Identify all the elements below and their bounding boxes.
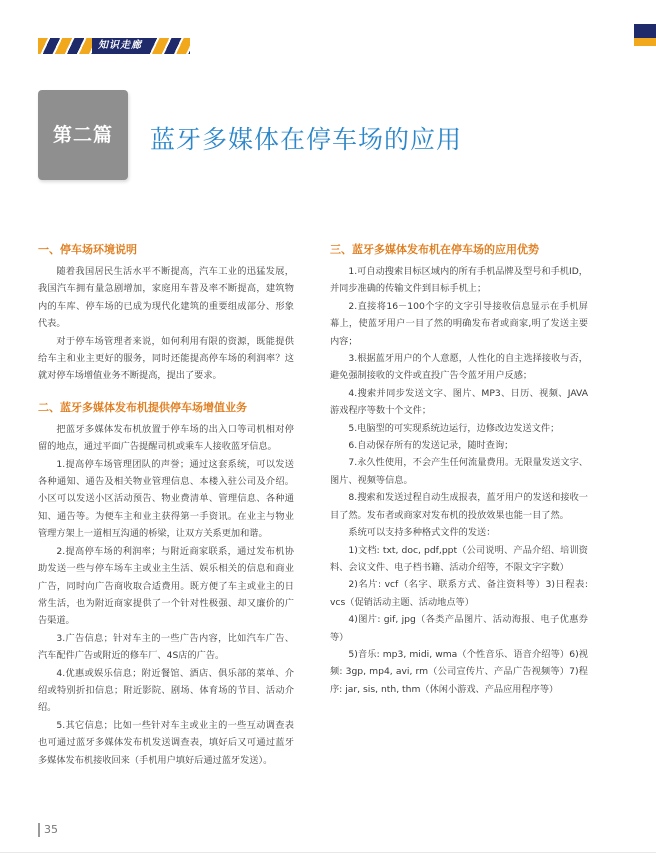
paragraph: 3.广告信息；针对车主的一些广告内容，比如汽车广告、汽车配件广告或附近的修车厂、4S店的广告。 [38, 632, 294, 662]
paragraph: 2)名片: vcf（名字、联系方式、备注资料等）3)日程表: vcs（促销活动主题、活动地点等） [330, 579, 588, 608]
paragraph: 5)音乐: mp3, midi, wma（个性音乐、语音介绍等）6)视频: 3gp, mp4, avi, rm（公司宣传片、产品广告视频等）7)程序: jar, sis, nth, thm（休闲小游戏、产品应用程序等） [330, 648, 588, 695]
section-3-heading: 三、蓝牙多媒体发布机在停车场的应用优势 [330, 243, 539, 256]
paragraph: 系统可以支持多种格式文件的发送： [348, 527, 496, 539]
paragraph: 随着我国居民生活水平不断提高，汽车工业的迅猛发展，我国汽车拥有量急剧增加，家庭用车普及率不断提高，建筑物内的车库、停车场的已成为现代化建筑的重要组成部分、形象代表。 [38, 266, 294, 330]
paragraph: 8.搜索和发送过程自动生成报表，蓝牙用户的发送和接收一目了然。发布者或商家对发布机的投放效果也能一目了然。 [330, 492, 588, 521]
page-number-text: 35 [44, 823, 58, 836]
paragraph: 5.其它信息；比如一些针对车主或业主的一些互动调查表也可通过蓝牙多媒体发布机发送调查表，填好后又可通过蓝牙多媒体发布机接收回来（手机用户填好后通过蓝牙发送）。 [38, 719, 294, 766]
right-column [330, 240, 588, 698]
section-header-band [38, 38, 190, 54]
paragraph: 5.电脑型的可实现系统边运行，边修改边发送文件； [348, 422, 560, 434]
paragraph: 4.搜索并同步发送文字、图片、MP3、日历、视频、JAVA游戏程序等数十个文件； [330, 387, 588, 417]
paragraph: 4.优惠或娱乐信息；附近餐馆、酒店、俱乐部的菜单、介绍或特别折扣信息；附近影院、剧场、体育场的节目、活动介绍。 [38, 667, 294, 714]
corner-tab-navy [634, 24, 656, 38]
chapter-title: 蓝牙多媒体在停车场的应用 [150, 125, 463, 154]
paragraph: 2.直接将16－100个字的文字引导接收信息显示在手机屏幕上，使蓝牙用户一目了然的明确发布者或商家,明了发送主要内容； [330, 300, 588, 347]
paragraph: 对于停车场管理者来说，如何利用有限的资源，既能提供给车主和业主更好的服务，同时还能提高停车场的利润率？这就对停车场增值业务不断提高，提出了要求。 [38, 335, 294, 382]
paragraph: 6.自动保存所有的发送记录，随时查询； [348, 440, 514, 452]
paragraph: 7.永久性使用，不会产生任何流量费用。无限量发送文字、图片、视频等信息。 [330, 457, 588, 486]
section-2-heading: 二、蓝牙多媒体发布机提供停车场增值业务 [38, 400, 247, 414]
left-column [38, 240, 294, 769]
paragraph: 1)文档: txt, doc, pdf,ppt（公司说明、产品介绍、培训资料、会议文件、电子档书籍、活动介绍等，不限文字字数） [330, 544, 588, 573]
bottom-rule [0, 852, 656, 853]
page-number-bar [38, 823, 40, 837]
section-label: 知识走廊 [92, 38, 148, 54]
section-1-heading: 一、停车场环境说明 [38, 243, 137, 256]
paragraph: 2.提高停车场的利润率；与附近商家联系，通过发布机协助发送一些与停车场车主或业主生活、娱乐相关的信息和商业广告，同时向广告商收取合适费用。既方便了车主或业主的日常生活，也为附近商家提供了一个针对性极强、却又廉价的广告渠道。 [38, 545, 294, 627]
paragraph: 把蓝牙多媒体发布机放置于停车场的出入口等司机相对停留的地点，通过平面广告提醒司机或乘车人接收蓝牙信息。 [38, 423, 294, 453]
corner-tab-gold [634, 38, 656, 46]
paragraph: 4)图片: gif, jpg（各类产品图片、活动海报、电子优惠券等） [330, 614, 588, 643]
paragraph: 1.可自动搜索目标区域内的所有手机品牌及型号和手机ID，并同步准确的传输文件到目标手机上； [330, 266, 588, 295]
paragraph: 1.提高停车场管理团队的声誉；通过这套系统，可以发送各种通知、通告及相关物业管理信息、本楼入驻公司及介绍。小区可以发送小区活动预告、物业费清单、管理信息、各种通知、通告等。为便车主和业主获得第一手资讯。在业主与物业管理方架上一道相互沟通的桥梁，让双方关系更加和谐。 [38, 458, 294, 540]
paragraph: 3.根据蓝牙用户的个人意愿，人性化的自主选择接收与否，避免强制接收的文件或直投广告令蓝牙用户反感； [330, 353, 588, 382]
chapter-label: 第二篇 [52, 124, 113, 146]
corner-tab [634, 24, 656, 46]
chapter-badge [38, 90, 128, 180]
